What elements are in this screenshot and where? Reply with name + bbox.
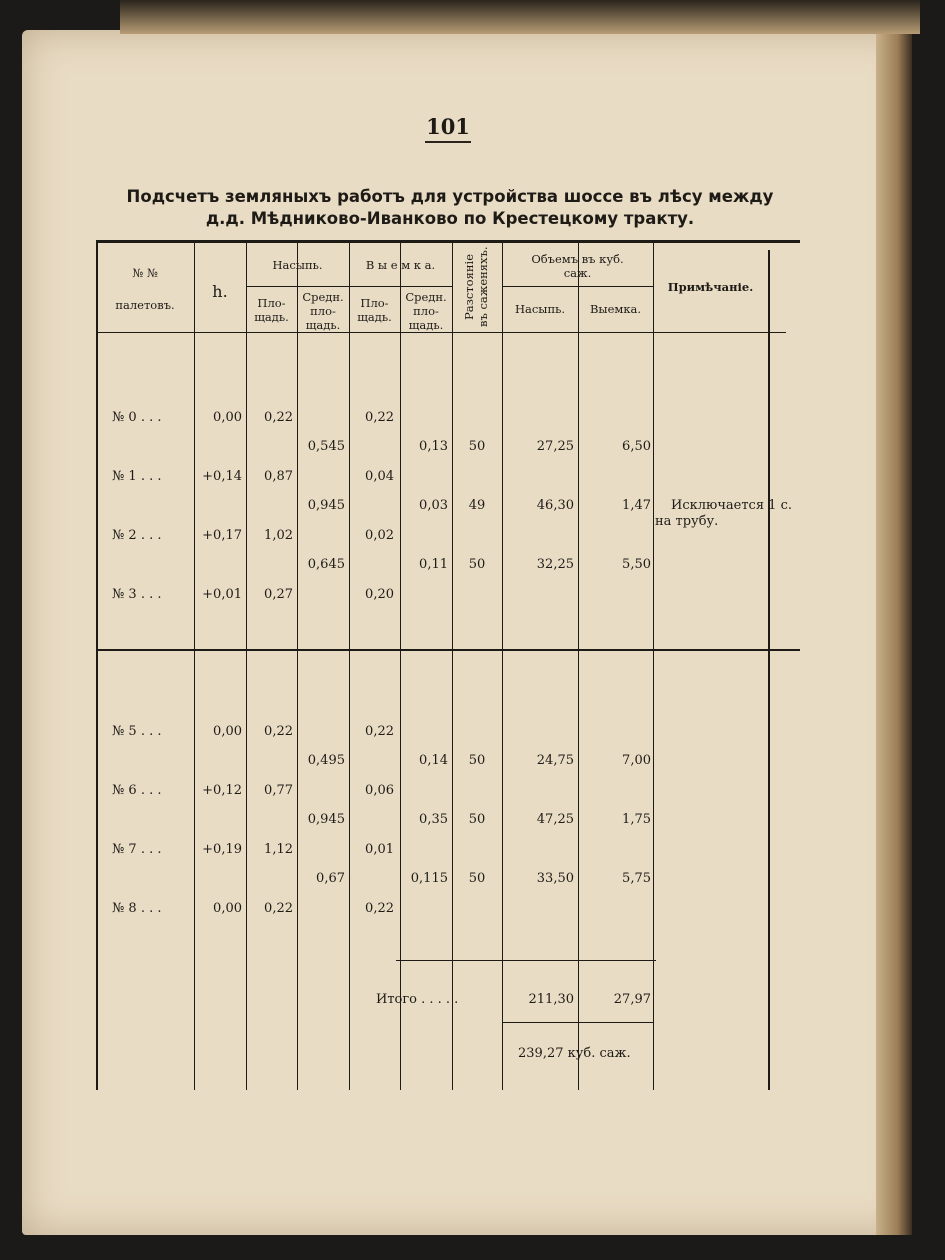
g1-picket-vyemka-area: 0,20 — [365, 587, 394, 602]
g1-picket-label: № 1 . . . — [112, 469, 162, 484]
g1-volume-nasyp: 46,30 — [536, 498, 574, 513]
header-nasyp-area: Пло- щадь. — [254, 296, 289, 324]
g1-distance: 49 — [468, 498, 486, 513]
g1-picket-vyemka-area: 0,04 — [365, 469, 394, 484]
g2-distance: 50 — [468, 871, 486, 886]
header-vyemka-avg: Средн. пло- щадь. — [405, 290, 447, 332]
g1-avg-nasyp: 0,945 — [307, 498, 345, 513]
totals-rule — [396, 960, 656, 961]
g2-picket-vyemka-area: 0,06 — [365, 783, 394, 798]
g2-volume-nasyp: 24,75 — [536, 753, 574, 768]
g2-volume-vyemka: 1,75 — [622, 812, 651, 827]
g2-volume-nasyp: 47,25 — [536, 812, 574, 827]
totals-label: Итого . . . . . — [376, 992, 459, 1007]
note-line-1: Исключается 1 с. — [671, 498, 792, 513]
g2-picket-label: № 7 . . . — [112, 842, 162, 857]
g2-picket-h: 0,00 — [213, 901, 242, 916]
title-line-1: Подсчетъ земляныхъ работъ для устройства шоссе въ лѣсу между — [126, 187, 774, 206]
g2-picket-label: № 5 . . . — [112, 724, 162, 739]
g1-avg-vyemka: 0,11 — [419, 557, 448, 572]
totals-nasyp: 211,30 — [528, 992, 574, 1007]
title-line-2: д.д. Мѣдниково-Иванково по Крестецкому тракту. — [205, 209, 695, 228]
g1-picket-vyemka-area: 0,22 — [365, 410, 394, 425]
g2-avg-nasyp: 0,67 — [316, 871, 345, 886]
g1-picket-nasyp-area: 0,87 — [264, 469, 293, 484]
header-note: Примѣчаніе. — [667, 280, 754, 294]
g1-distance: 50 — [468, 557, 486, 572]
g1-volume-nasyp: 32,25 — [536, 557, 574, 572]
g2-volume-vyemka: 7,00 — [622, 753, 651, 768]
grand-total: 239,27 куб. саж. — [518, 1046, 631, 1061]
header-nasyp-avg: Средн. пло- щадь. — [302, 290, 344, 332]
header-vyemka: В ы е м к а. — [365, 258, 436, 272]
g2-avg-vyemka: 0,14 — [419, 753, 448, 768]
g1-avg-nasyp: 0,645 — [307, 557, 345, 572]
header-distance: Разстояніе въ саженяхъ. — [462, 246, 490, 328]
obem-subheader-rule — [502, 286, 653, 287]
header-volume-nasyp: Насыпь. — [514, 302, 566, 316]
g2-picket-label: № 8 . . . — [112, 901, 162, 916]
g1-picket-label: № 0 . . . — [112, 410, 162, 425]
g1-avg-nasyp: 0,545 — [307, 439, 345, 454]
table-top-rule — [96, 240, 800, 243]
column-rule — [349, 240, 350, 1090]
g2-volume-vyemka: 5,75 — [622, 871, 651, 886]
g2-avg-nasyp: 0,945 — [307, 812, 345, 827]
g2-volume-nasyp: 33,50 — [536, 871, 574, 886]
g2-picket-h: +0,19 — [202, 842, 242, 857]
g2-avg-vyemka: 0,35 — [419, 812, 448, 827]
book-top-edge — [120, 0, 920, 34]
page-edge — [876, 30, 912, 1235]
g1-distance: 50 — [468, 439, 486, 454]
column-rule — [400, 240, 401, 1090]
g1-picket-nasyp-area: 1,02 — [264, 528, 293, 543]
g2-picket-label: № 6 . . . — [112, 783, 162, 798]
table-left-rule — [96, 240, 98, 1090]
column-rule — [578, 240, 579, 1090]
page-number: 101 — [425, 114, 471, 143]
g2-avg-nasyp: 0,495 — [307, 753, 345, 768]
header-volume-vyemka: Выемка. — [589, 302, 642, 316]
column-rule — [297, 240, 298, 1090]
note-line-2: на трубу. — [655, 514, 719, 529]
g1-volume-vyemka: 5,50 — [622, 557, 651, 572]
table-title — [90, 186, 810, 230]
g2-avg-vyemka: 0,115 — [410, 871, 448, 886]
column-rule — [194, 240, 195, 1090]
header-nasyp: Насыпь. — [272, 258, 323, 272]
group-divider-rule — [96, 649, 800, 651]
g2-picket-vyemka-area: 0,22 — [365, 724, 394, 739]
brace-rule — [502, 1022, 654, 1023]
g1-picket-nasyp-area: 0,27 — [264, 587, 293, 602]
g1-picket-nasyp-area: 0,22 — [264, 410, 293, 425]
g1-picket-label: № 3 . . . — [112, 587, 162, 602]
g1-picket-h: +0,14 — [202, 469, 242, 484]
header-volume: Объемъ въ куб. саж. — [531, 252, 624, 280]
vyemka-subheader-rule — [349, 286, 452, 287]
column-rule — [502, 240, 503, 1090]
g1-avg-vyemka: 0,13 — [419, 439, 448, 454]
g2-picket-nasyp-area: 0,22 — [264, 901, 293, 916]
g1-picket-label: № 2 . . . — [112, 528, 162, 543]
g2-picket-h: 0,00 — [213, 724, 242, 739]
header-numbers: № № — [132, 266, 158, 280]
column-rule — [653, 240, 654, 1090]
table-right-rule — [768, 250, 770, 1090]
g1-avg-vyemka: 0,03 — [419, 498, 448, 513]
totals-vyemka: 27,97 — [613, 992, 651, 1007]
g2-picket-nasyp-area: 0,77 — [264, 783, 293, 798]
g1-volume-vyemka: 6,50 — [622, 439, 651, 454]
g1-picket-vyemka-area: 0,02 — [365, 528, 394, 543]
header-vyemka-area: Пло- щадь. — [357, 296, 392, 324]
header-h: h. — [212, 282, 228, 301]
g2-picket-vyemka-area: 0,01 — [365, 842, 394, 857]
g1-picket-h: +0,01 — [202, 587, 242, 602]
header-bottom-rule — [96, 332, 786, 333]
g2-picket-vyemka-area: 0,22 — [365, 901, 394, 916]
g2-distance: 50 — [468, 753, 486, 768]
g2-picket-h: +0,12 — [202, 783, 242, 798]
g2-distance: 50 — [468, 812, 486, 827]
g1-volume-nasyp: 27,25 — [536, 439, 574, 454]
nasyp-subheader-rule — [246, 286, 349, 287]
column-rule — [452, 240, 453, 1090]
g2-picket-nasyp-area: 0,22 — [264, 724, 293, 739]
header-pickets: палетовъ. — [115, 298, 175, 312]
column-rule — [246, 240, 247, 1090]
g1-volume-vyemka: 1,47 — [622, 498, 651, 513]
g2-picket-nasyp-area: 1,12 — [264, 842, 293, 857]
g1-picket-h: 0,00 — [213, 410, 242, 425]
g1-picket-h: +0,17 — [202, 528, 242, 543]
